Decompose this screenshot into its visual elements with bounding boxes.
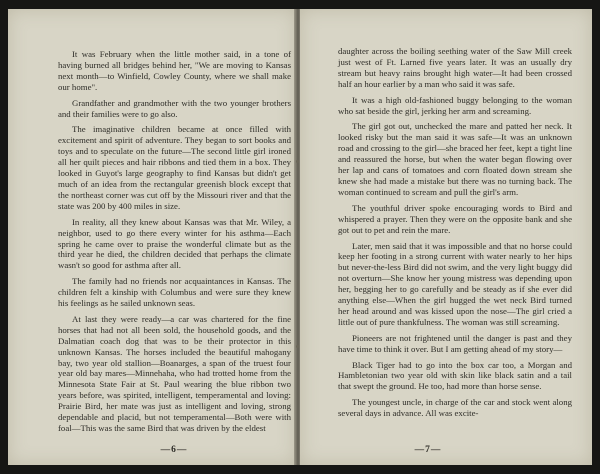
page-number: —7—: [414, 445, 442, 455]
paragraph: In reality, all they knew about Kansas was that Mr. Wiley, a neighbor, used to go there every winter for his asthma—Each spring he came over to praise the wonderful climate but as the third year he died, the children decided that perhaps the climate wasn't so good for asthma after all.: [58, 216, 291, 271]
left-page: [8, 9, 296, 465]
paragraph: The girl got out, unchecked the mare and patted her neck. It looked risky but the man said it was safe—It was an unknown road and crossing to the girl—she braced her feet, kept a tight line and reassured the horse, but when the water began flowing over her lap and cans of tomatoes and corn floated down stream she knew she had made a mistake but there was no turning back. The woman continued to scream and pull the girl's arm.: [338, 121, 572, 197]
paragraph: Pioneers are not frightened until the danger is past and they have time to think it over. But I am getting ahead of my story—: [338, 332, 572, 354]
paragraph: The imaginative children became at once filled with excitement and spirit of adventure. They began to sort books and toys and to speculate on the future—The second little girl ironed all her quilt pieces and hair ribbons and tied them in a box. They looked in Guyot's large geography to find Kansas but didn't get much of an idea from the rectangular greenish block except that the northeast corner was cut off by the Missouri river and that the state was 200 by 400 miles in size.: [58, 124, 291, 211]
paragraph: Grandfather and grandmother with the two younger brothers and their families were to go also.: [58, 97, 291, 119]
paragraph: At last they were ready—a car was chartered for the fine horses that had not all been sold, the household goods, and the Dalmatian coach dog that was to be their protector in this unknown Kansas. The horses included the beautiful mahogany bay, two year old stallion—Boanarges, a span of the truest four year old bay mares—Minnehaha, who had trotted home from the Minnesota State Fair at St. Paul wearing the blue ribbon two years before, was spirited, intelligent, temperamental and loving: Prairie Bird, her mate was just as intelligent and loving, strong dependable and placid, but not temperamental—Both were with foal—This was the same Bird that was driven by the eldest: [58, 313, 291, 433]
paragraph: It was a high old-fashioned buggy belonging to the woman who sat beside the girl, jerking her arm and screaming.: [338, 94, 572, 116]
paragraph: It was February when the little mother said, in a tone of having burned all bridges behind her, "We are moving to Kansas next month—to Winfield, Cowley County, where we shall make our home".: [58, 49, 291, 92]
right-page: [300, 9, 592, 465]
right-page-text: [338, 46, 572, 424]
page-number: —6—: [160, 445, 188, 455]
paragraph: The youngest uncle, in charge of the car and stock went along several days in advance. All was excite-: [338, 397, 572, 419]
paragraph: The family had no friends nor acquaintances in Kansas. The children felt a kinship with Columbus and were sure they knew his feelings as he sailed unknown seas.: [58, 276, 291, 309]
paragraph: The youthful driver spoke encouraging words to Bird and whispered a prayer. Then they were on the opposite bank and she got out to pet and rein the mare.: [338, 202, 572, 235]
paragraph: Later, men said that it was impossible and that no horse could keep her footing in a strong current with water nearly to her hips but never-the-less Bird did not swim, and the very light buggy did not overturn—She know her young mistress was depending upon her, begging her to go carefully and be steady as if she ever did anything else—When the girl hugged the wet neck Bird turned her head around and was kissed upon the nose—The girl cried a little out of pure thankfulness. The woman was still screaming.: [338, 240, 572, 327]
paragraph: daughter across the boiling seething water of the Saw Mill creek just west of Ft. Larned five years later. It was an usually dry stream but heavy rains brought high water—It had been crossed half an hour earlier by a man who said it was safe.: [338, 46, 572, 89]
left-page-text: [58, 49, 291, 439]
staple-mark: [296, 345, 299, 348]
staple-mark: [296, 160, 299, 163]
paragraph: Black Tiger had to go into the box car too, a Morgan and Hambletonian two year old with skin like black satin and a tail that swept the ground. He too, had more than horse sense.: [338, 359, 572, 392]
